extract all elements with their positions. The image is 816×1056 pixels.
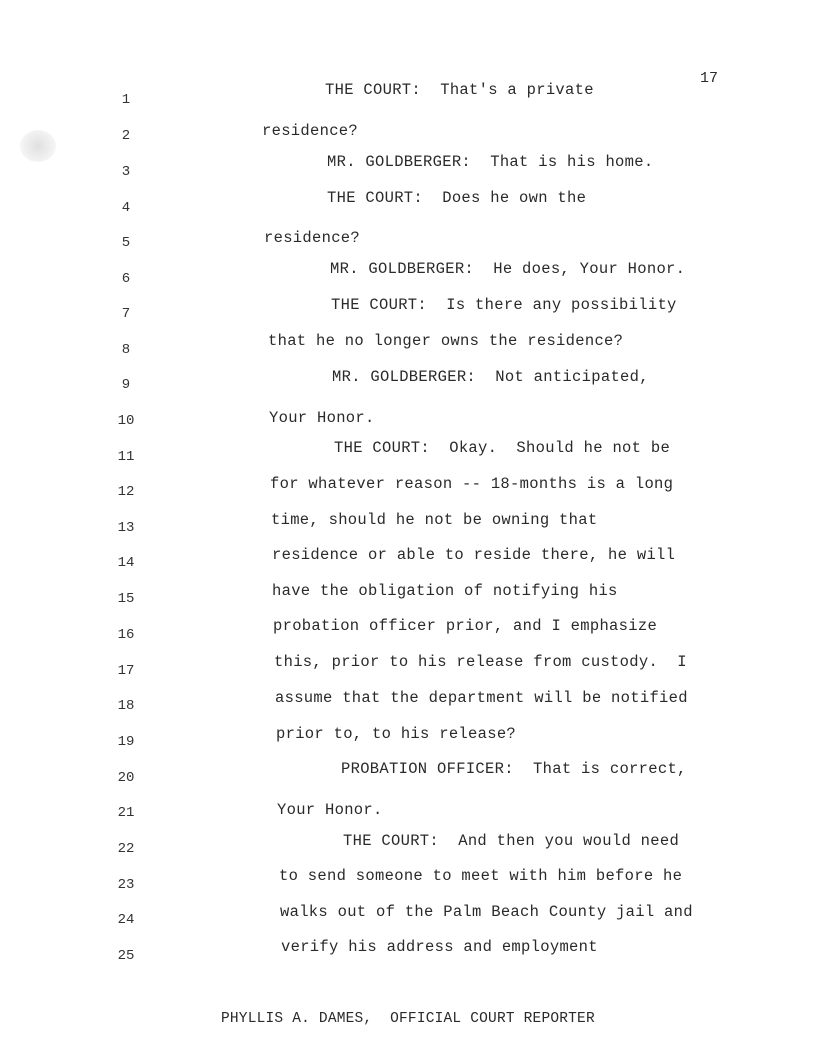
transcript-line: have the obligation of notifying his xyxy=(272,582,618,600)
line-number: 20 xyxy=(117,770,135,786)
line-number: 23 xyxy=(117,877,135,893)
line-number: 25 xyxy=(117,948,135,964)
line-number: 19 xyxy=(117,734,135,750)
line-number: 24 xyxy=(117,912,135,928)
transcript-line: THE COURT: And then you would need xyxy=(343,832,680,850)
line-number: 15 xyxy=(117,591,135,607)
line-number: 2 xyxy=(121,128,131,144)
transcript-line: residence or able to reside there, he will xyxy=(272,546,676,564)
transcript-line: Your Honor. xyxy=(269,409,375,427)
transcript-line: THE COURT: Does he own the xyxy=(327,189,587,207)
line-number: 6 xyxy=(121,271,131,287)
line-number: 11 xyxy=(117,449,135,465)
transcript-line: verify his address and employment xyxy=(281,938,598,956)
line-number: 14 xyxy=(117,555,135,571)
line-number: 5 xyxy=(121,235,131,251)
line-number: 21 xyxy=(117,805,135,821)
transcript-line: PROBATION OFFICER: That is correct, xyxy=(341,760,687,778)
transcript-line: THE COURT: Is there any possibility xyxy=(331,296,677,314)
line-number: 17 xyxy=(117,663,135,679)
transcript-line: residence? xyxy=(262,122,359,140)
transcript-line: prior to, to his release? xyxy=(276,725,517,743)
transcript-line: probation officer prior, and I emphasize xyxy=(273,617,658,635)
line-number: 16 xyxy=(117,627,135,643)
line-number: 8 xyxy=(121,342,131,358)
line-number: 13 xyxy=(117,520,135,536)
line-number: 1 xyxy=(121,92,131,108)
transcript-line: residence? xyxy=(264,229,361,247)
transcript-line: THE COURT: That's a private xyxy=(325,81,594,99)
line-number: 9 xyxy=(121,377,131,393)
transcript-line: walks out of the Palm Beach County jail and xyxy=(280,903,693,921)
transcript-line: assume that the department will be notified xyxy=(275,689,688,707)
footer-reporter: PHYLLIS A. DAMES, OFFICIAL COURT REPORTER xyxy=(221,1011,595,1027)
line-number: 3 xyxy=(121,164,131,180)
stamp-mark xyxy=(20,130,56,162)
transcript-line: this, prior to his release from custody. I xyxy=(274,653,687,671)
transcript-line: time, should he not be owning that xyxy=(271,511,598,529)
line-number: 12 xyxy=(117,484,135,500)
page-number: 17 xyxy=(700,70,719,87)
transcript-line: Your Honor. xyxy=(277,801,383,819)
transcript-line: MR. GOLDBERGER: That is his home. xyxy=(327,153,654,171)
transcript-line: that he no longer owns the residence? xyxy=(268,332,624,350)
line-number: 18 xyxy=(117,698,135,714)
line-number: 7 xyxy=(121,306,131,322)
line-number: 22 xyxy=(117,841,135,857)
transcript-line: MR. GOLDBERGER: He does, Your Honor. xyxy=(330,260,686,278)
line-number: 10 xyxy=(117,413,135,429)
transcript-line: MR. GOLDBERGER: Not anticipated, xyxy=(332,368,649,386)
transcript-line: THE COURT: Okay. Should he not be xyxy=(334,439,671,457)
transcript-line: for whatever reason -- 18-months is a long xyxy=(270,475,674,493)
transcript-line: to send someone to meet with him before he xyxy=(279,867,683,885)
line-number: 4 xyxy=(121,200,131,216)
